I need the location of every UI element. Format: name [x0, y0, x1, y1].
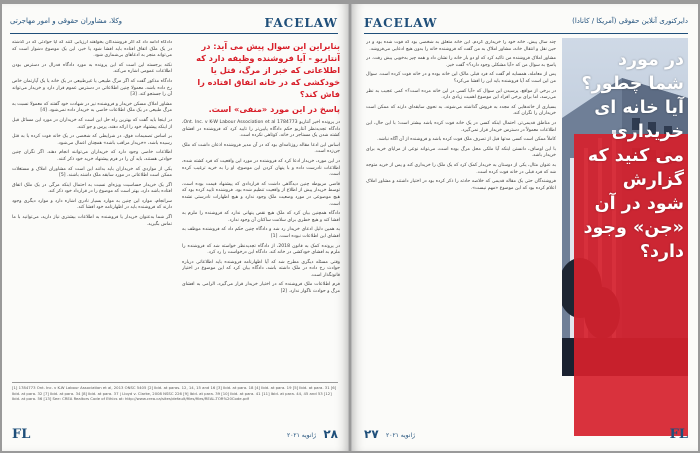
right-footer [364, 425, 688, 441]
paragraph: به همین دلیل ادعای خریدار رد شد و دادگاه چنین حکم داد که فروشنده موظف به افشای این اطلاعات نبوده است. [1] [182, 227, 340, 239]
paragraph: در پرونده اخیر آنتاریو 1784773 Ont. Inc. v K-W Labour Association et al، دادگاه تجدیدنظر آنتاریو حکم دادگاه پایین‌تر را تایید کرد که فروشنده در افشای کشته شدن یک مستاجر در خانه، کوتاهی نکرده است. [182, 120, 340, 139]
page-number: ۲۷ [364, 427, 379, 441]
paragraph: اگر شما به‌عنوان خریدار یا فروشنده به اطلاعات بیشتری نیاز دارید، می‌توانید با ما تماس بگیرید. [12, 215, 172, 227]
left-header [10, 12, 338, 34]
issue-date: ژانویه ۲۰۲۱ [386, 432, 416, 439]
page-number: ۲۸ [323, 427, 338, 441]
right-page [350, 4, 698, 451]
paragraph: چند سال پیش، خانه خود را خریداری کردم. این خانه متعلق به شخصی بود که فوت شده بود و در حین نقل و انتقال خانه، مشاور املاک به من گفت که فروشنده خانه را بدون هیچ ادعایی می‌فروشد. [366, 40, 556, 52]
paragraph: مشاور املاک فروشنده من تاکید کرد که او دو بار خانه را نشان داد و همه چیز به‌خوبی پیش رفت. در پاسخ به سوال من که «آیا مشکلی وجود دارد؟» گفت خیر. [366, 56, 556, 68]
paragraph: بسیاری از خانه‌هایی که مجدد به فروش گذاشته می‌شوند، به نحوی سابقه‌ای دارند که ممکن است خریداران را نگران کند. [366, 104, 556, 117]
paragraph: اساس این ادعا مقاله روزنامه‌ای بود که در آن مدیر فروشنده اذعان داشت که ملک جن‌زده است. [182, 142, 340, 155]
paragraph: سرانجام، موارد این چنین به موارد بسیار نادری اشاره دارد و موارد دیگری وجود دارند که فروشنده باید در اظهارنامه خود افشا کند. [12, 198, 172, 211]
paragraph: پس از معامله، همسایه ام گفت که فرد قبلی مالک این خانه بوده و در خانه فوت کرده است. سوال من این است که آیا فروشنده باید این را افشا می‌کرد؟ [366, 72, 556, 84]
paragraph: در اینجا باید گفت که بهترین راه حل این است که خریداران در مورد این مسائل قبل از اینکه پیشنهاد خود را ارائه دهند، پرس و جو کنند. [12, 117, 172, 130]
article-column [366, 40, 556, 402]
paragraph: وقتی مسئله دیگری مطرح شد که آیا اظهارنامه فروشنده باید اطلاعاتی درباره حوادث رخ داده در ملک داشته باشد، دادگاه بیان کرد که این موضوع در اختیار قانونگذار است. [182, 259, 340, 278]
magazine-spread [2, 4, 698, 451]
paragraph: در برخی از مواقع، پرسیدن این سوال که «آیا کسی در این خانه مرده است؟» کمی عجیب به نظر می‌رسد، اما برای برخی افراد این موضوع اهمیت زیادی دارد. [366, 88, 556, 101]
paragraph: به عنوان مثال، یکی از دوستان به خریدار کمک کرد که یک ملک را خریداری کند و پس از خرید متوجه شد که فرد قبلی در خانه فوت کرده است. [366, 162, 556, 175]
paragraph: نکته برجسته این است که این پرونده به مورد دادگاه فدرال در دسترس بودن اطلاعات عمومی اشاره می‌کند. [12, 62, 172, 75]
article-title: در مورد شما چطور؟ آیا خانه ای خریداری می کنید که گزارش شود در آن «جن» وجود دارد؟ [581, 50, 684, 262]
paragraph: اگر یک خریدار حساسیت ویژه‌ای نسبت به احتمال اینکه مرگی در یک ملک اتفاق افتاده باشد دارد، بهتر است که موضوع را در قرارداد خود ذکر کند. [12, 182, 172, 195]
article-column-right [182, 40, 340, 378]
logo: FL [12, 427, 31, 442]
footnotes: [1] 1784773 Ont. Inc. v K-W Labour Association et al, 2013 ONSC 5405 [2] Ibid. at paras. 12, 14, 15 and 16 [3] Ibid. at para. 18 [4] Ibid. at para. 19 [5] Ibid. at para. 31 [6] Ibid. at para. 32 [7] Ibid. at para. 34 [8] Ibid. at para. 37 | Lloyd v. Clarke, 2008 NSSC 226 [9] Ibid. at para. 39 [10] Ibid. at para. 41 [11] Ibid. at para. 44, 45 and 53 [12] Ibid. at para. 56 [13] See: CREA Realtors Code of Ethics at: http://www.crea.ca/sites/default/files/files/REAL-TOR%20Code.pdf [12, 382, 338, 402]
article-column-left [12, 40, 172, 378]
paragraph: فرم اطلاعات ملک فروشنده که در اختیار خریدار قرار می‌گیرد، الزامی به افشای مرگ و حوادث ناگوار ندارد. [2] [182, 282, 340, 295]
paragraph: یکی از مواردی که خریداران باید بدانند این است که مشاوران املاک و مستغلات ممکن است اطلاعاتی در مورد سابقه ملک داشته باشند. [5] [12, 166, 172, 179]
paragraph: بر اساس تصمیمات فوق، در شرایطی که شخصی در یک خانه فوت کرده یا به قتل رسیده باشد، «خریدار مراقب باشد» همچنان اعمال می‌شود. [12, 134, 172, 146]
issue-date: ژانویه ۲۰۲۱ [286, 432, 316, 439]
paragraph: با این اوصاف، دانستن اینکه آیا ملکی محل مرگ بوده است، می‌تواند نوعی از مزایای خرید برای خریدار باشد. [366, 146, 556, 159]
brand-name: FACELAW [264, 16, 338, 30]
pull-quote-answer: پاسخ در این مورد «منفی» است. [208, 104, 340, 114]
pull-quote: بنابراین این سوال پیش می آید: در آنتاریو - آیا فروشنده وظیفه دارد که اطلاعاتی که خبر از مرگ، قتل یا خودکشی که در خانه اتفاق افتاده را فاش کند؟ [196, 41, 340, 99]
brand-name: FACELAW [364, 16, 438, 30]
section-title: دایرکتوری آنلاین حقوقی (آمریکا / کانادا) [572, 17, 688, 25]
paragraph: در پرونده کمک به قانون 2018، از دادگاه تجدیدنظر خواسته شد که فروشنده را ملزم به افشای خودکشی در خانه کند. دادگاه این درخواست را رد کرد. [182, 243, 340, 256]
paragraph: دادگاه همچنین بیان کرد که ملک هیچ نقص پنهانی ندارد که فروشنده را ملزم به افشا کند و هیچ خطری برای سلامت ساکنان آن وجود ندارد. [182, 211, 340, 223]
section-title: وکلا، مشاوران حقوقی و امور مهاجرتی [10, 17, 123, 25]
paragraph: دادگاه مذکور گفت که اگر مرگ طبیعی یا غیرطبیعی در یک خانه یا یک آپارتمان خاص رخ داده باشد، معمولا چنین اطلاعاتی در دسترس عموم قرار دارد و خریدار می‌تواند آن را جستجو کند. [3] [12, 78, 172, 98]
paragraph: در مناطق قدیمی‌تر، احتمال اینکه کسی در یک خانه فوت کرده باشد بیشتر است؛ با این حال، این اطلاعات معمولاً در دسترس خریدار قرار نمی‌گیرد. [366, 120, 556, 133]
paragraph: کاملاً ممکن است کسی مدتها قبل از تصرف ملک فوت کرده باشد و فروشنده از آن آگاه نباشد. [377, 137, 556, 143]
paragraph: مشاور املاک مسکن خریدار و فروشنده نیز در شهادت خود گفتند که معمولا نسبت به مرگ طبیعی در یک ملک اطلاعات خاصی به خریدار داده نمی‌شود. [4] [12, 101, 172, 114]
page-gutter [348, 4, 352, 451]
right-header [364, 12, 688, 34]
paragraph: در این مورد، خریدار ادعا کرد که فروشنده در مورد این واقعیت که فرد کشته شده، اطلاعات نادرست داده و با پنهان کردن این موضوع، او را به خرید ترغیب کرده است. [182, 158, 340, 178]
left-footer [12, 425, 338, 441]
paragraph: دادگاه ادامه داد که اگر فروشندگان بخواهند ارزیابی کنند که آیا حوادثی که در گذشته در یک ملک اتفاق افتاده باید افشا شود یا خیر، این یک موضوع دشوار است که می‌تواند منجر به ادعاهای بی‌شماری شود. [12, 40, 172, 59]
paragraph: اطلاعات خاصی وجود دارد که خریداران می‌توانند انجام دهند. اگر نگران چنین حوادثی هستند، باید آن را در فرم پیشنهاد خرید خود ذکر کنند. [12, 150, 172, 162]
left-page [2, 4, 350, 451]
paragraph: قاضی مربوطه چنین دیدگاهی داشت که قراردادی که پیشنهاد قیمت بوده است، توسط خریدار پیش از اطلاع از واقعیت تنظیم شده بود. فروشنده تایید کرده بود که هیچ موضوعی در مورد وضعیت ملک وجود ندارد و هیچ اظهارات نادرستی نشده است. [182, 181, 340, 207]
paragraph: فروشندگان حتی یک مقاله قدیمی که خلاصه حادثه را ذکر کرده بود در اختیار داشتند و مشاور املاک اعلام کرده بود که این موضوع «مهم نیست». [366, 179, 556, 191]
logo: FL [669, 427, 688, 442]
